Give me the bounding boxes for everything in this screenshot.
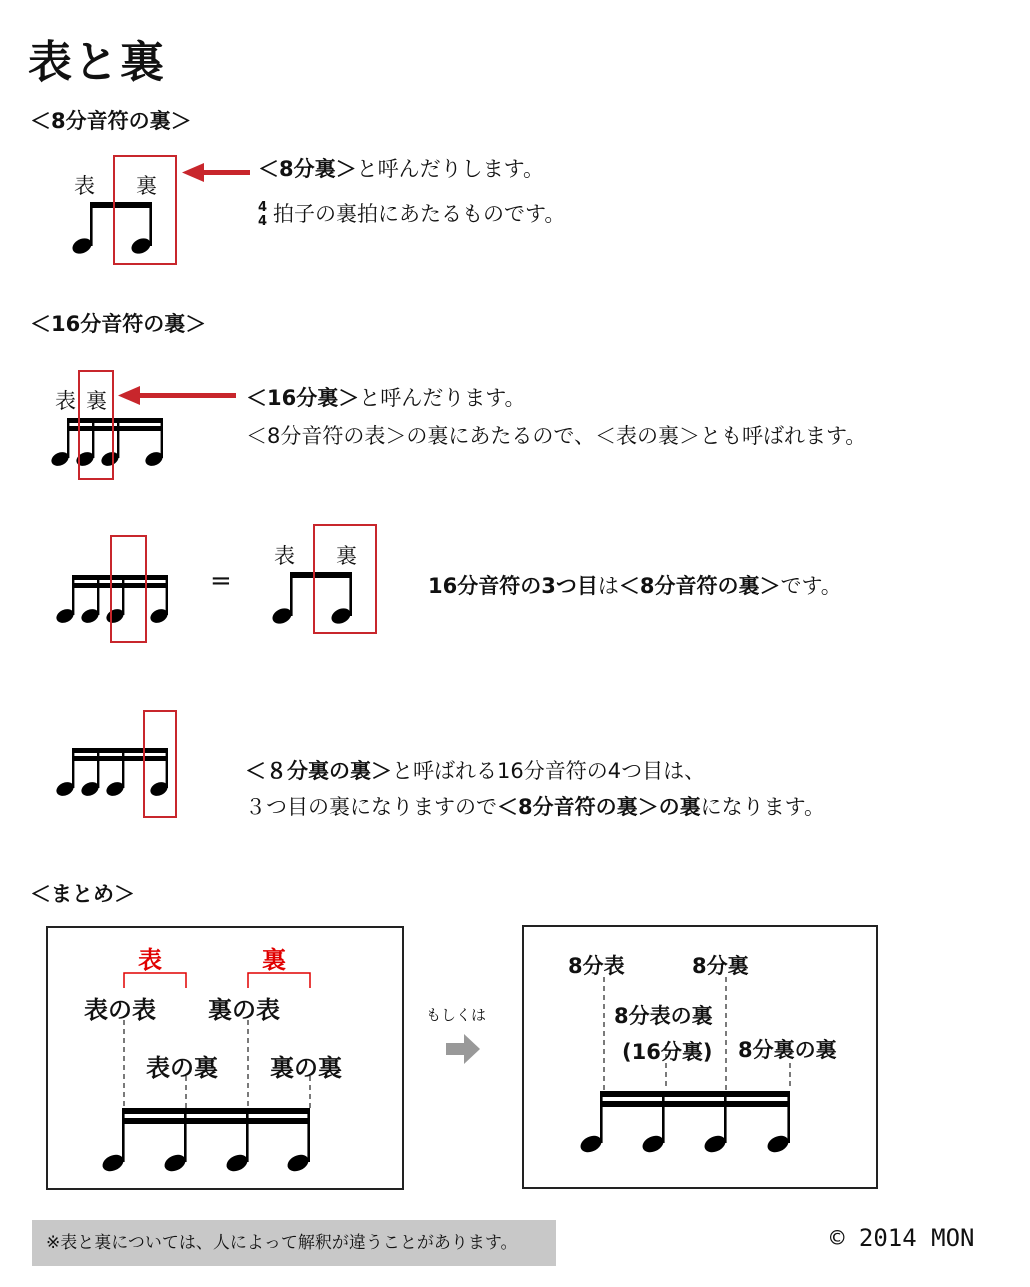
s2-line1-bold: ＜16分裏＞ <box>246 386 360 410</box>
s3-bold2: ＜8分音符の裏＞ <box>618 574 781 598</box>
label-16-ura: (16分裏) <box>622 1040 713 1064</box>
s4-line2-bold: ＜8分音符の裏＞の裏 <box>497 795 701 819</box>
label-omote-16: 表 <box>55 389 76 413</box>
red-arrow-icon <box>182 162 250 184</box>
s3-bold1: 16分音符の3つ目 <box>428 574 598 598</box>
highlight-box-3rd <box>110 535 147 643</box>
label-omote-no-omote: 表の表 <box>84 996 156 1024</box>
highlight-box-4th <box>143 710 177 818</box>
s4-line1-bold: ＜８分裏の裏＞ <box>245 759 392 783</box>
label-ura-no-omote: 裏の表 <box>208 996 280 1024</box>
s4-line1-rest: と呼ばれる16分音符の4つ目は、 <box>392 759 706 783</box>
page-title: 表と裏 <box>28 37 166 88</box>
sixteenth-notes-summary-left <box>100 1106 320 1176</box>
label-8-ura-no-ura: 8分裏の裏 <box>738 1038 837 1062</box>
s2-line1-rest: と呼んだります。 <box>359 386 526 410</box>
label-omote: 表 <box>74 174 95 198</box>
label-ura: 裏 <box>136 174 157 198</box>
s4-line2-end: になります。 <box>700 795 825 819</box>
s3-end: です。 <box>780 574 842 598</box>
s1-line1-bold: ＜8分裏＞ <box>258 157 357 181</box>
footnote: ※表と裏については、人によって解釈が違うことがあります。 <box>32 1220 556 1266</box>
s1-line1-rest: と呼んだりします。 <box>356 157 544 181</box>
red-label-ura: 裏 <box>262 946 286 974</box>
s1-line1 <box>258 153 544 183</box>
label-8-omote-no-ura: 8分表の裏 <box>614 1004 713 1028</box>
s3-mid: は <box>597 574 619 598</box>
sixteenth-notes-summary-right <box>578 1089 798 1159</box>
section-heading-16th: ＜16分音符の裏＞ <box>30 312 207 336</box>
equals-sign: = <box>210 566 232 596</box>
highlight-box-ura-3 <box>313 524 377 634</box>
label-8-ura: 8分裏 <box>692 954 749 978</box>
s2-line1 <box>246 382 526 412</box>
label-8-omote: 8分表 <box>568 954 625 978</box>
time-signature: 4 4 <box>258 200 268 229</box>
s4-line2 <box>245 791 825 821</box>
section-heading-8th: ＜8分音符の裏＞ <box>30 109 192 133</box>
section-heading-summary: ＜まとめ＞ <box>30 882 135 906</box>
s3-text <box>428 570 842 600</box>
highlight-box-ura <box>113 155 177 265</box>
red-label-omote: 表 <box>138 946 162 974</box>
s4-line2-start: ３つ目の裏になりますので <box>245 795 497 819</box>
red-arrow-icon-16 <box>118 385 236 407</box>
label-ura-no-ura: 裏の裏 <box>270 1054 342 1082</box>
label-ura-16: 裏 <box>86 389 107 413</box>
s4-line1 <box>245 755 705 785</box>
connector-label: もしくは <box>426 1006 487 1024</box>
s2-line2: ＜8分音符の表＞の裏にあたるので、＜表の裏＞とも呼ばれます。 <box>246 424 867 448</box>
label-omote-3: 表 <box>274 544 295 568</box>
highlight-box-16-ura <box>78 370 114 480</box>
label-omote-no-ura: 表の裏 <box>146 1054 218 1082</box>
s1-line2 <box>258 198 565 229</box>
label-ura-3: 裏 <box>336 544 357 568</box>
gray-arrow-icon <box>446 1034 482 1064</box>
copyright: © 2014 MON <box>830 1224 975 1252</box>
s1-line2-text: 拍子の裏拍にあたるものです。 <box>273 202 566 226</box>
